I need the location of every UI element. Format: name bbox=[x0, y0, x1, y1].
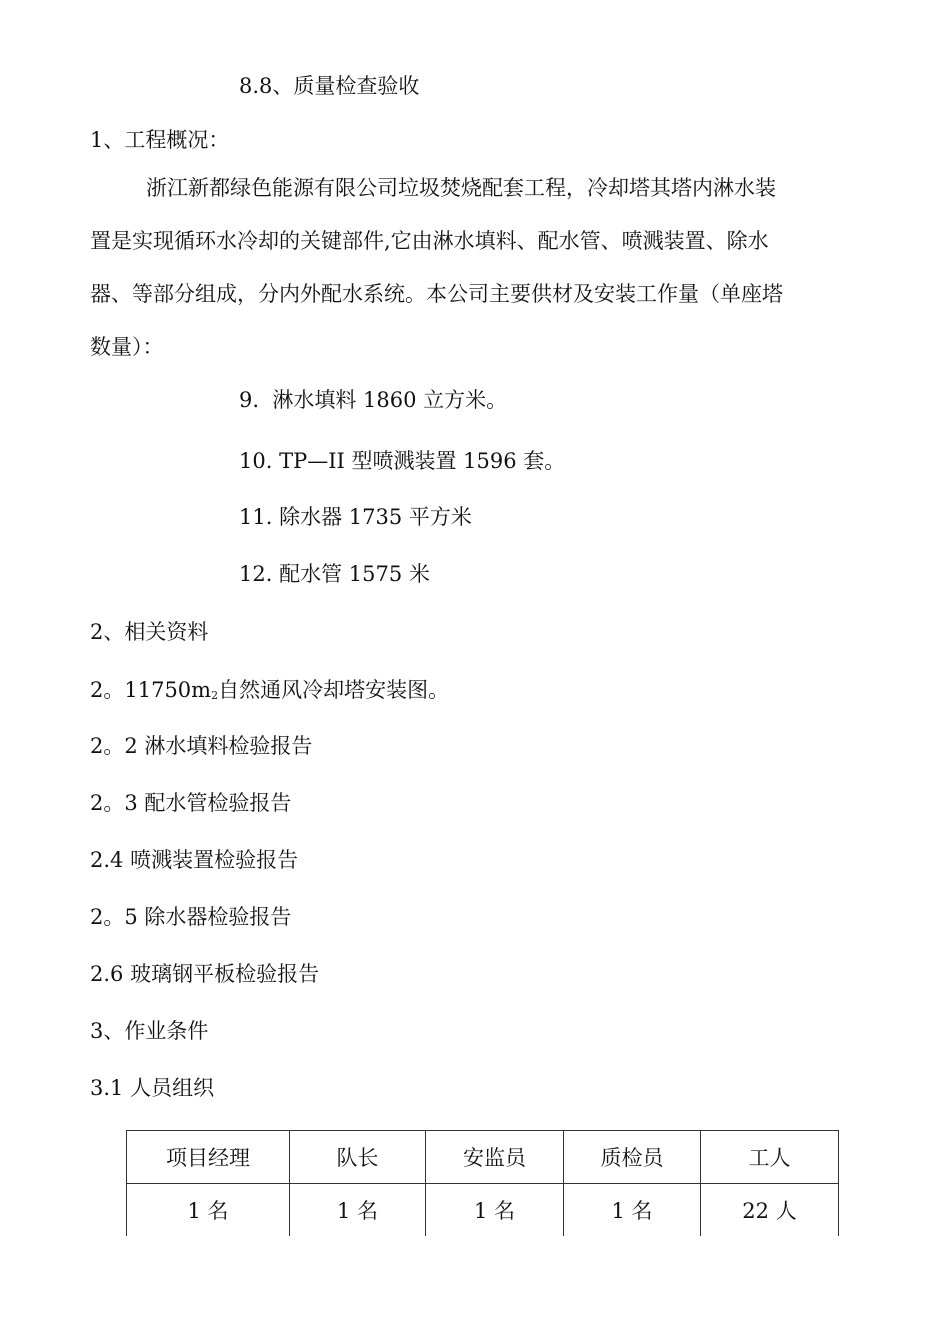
value-quality-inspector: 1 名 bbox=[564, 1184, 701, 1237]
paragraph-line-3: 器、等部分组成，分内外配水系统。本公司主要供材及安装工作量（单座塔 bbox=[90, 282, 783, 306]
table-row bbox=[127, 1184, 839, 1237]
work-item-3: 11. 除水器 1735 平方米 bbox=[239, 505, 472, 529]
work-item-2: 10. TP—II 型喷溅装置 1596 套。 bbox=[239, 449, 566, 473]
material-item-3: 2。3 配水管检验报告 bbox=[90, 791, 292, 815]
material-item-1-suffix: 自然通风冷却塔安装图。 bbox=[218, 678, 450, 702]
header-project-manager: 项目经理 bbox=[127, 1131, 290, 1184]
material-item-5: 2。5 除水器检验报告 bbox=[90, 905, 292, 929]
staff-table bbox=[126, 1130, 839, 1236]
material-item-1-prefix: 2。11750m bbox=[90, 678, 212, 702]
header-workers: 工人 bbox=[701, 1131, 839, 1184]
paragraph-line-1: 浙江新都绿色能源有限公司垃圾焚烧配套工程，冷却塔其塔内淋水装 bbox=[146, 176, 776, 200]
value-team-leader: 1 名 bbox=[290, 1184, 426, 1237]
work-item-4: 12. 配水管 1575 米 bbox=[239, 562, 430, 586]
area-unit-superscript: 2 bbox=[211, 689, 219, 702]
material-item-2: 2。2 淋水填料检验报告 bbox=[90, 734, 313, 758]
value-project-manager: 1 名 bbox=[127, 1184, 290, 1237]
table-header-row bbox=[127, 1131, 839, 1184]
header-quality-inspector: 质检员 bbox=[564, 1131, 701, 1184]
staffing-heading: 3.1 人员组织 bbox=[90, 1076, 215, 1100]
value-safety-inspector: 1 名 bbox=[426, 1184, 564, 1237]
materials-heading: 2、相关资料 bbox=[90, 620, 209, 644]
paragraph-line-2: 置是实现循环水冷却的关键部件,它由淋水填料、配水管、喷溅装置、除水 bbox=[90, 229, 769, 253]
header-safety-inspector: 安监员 bbox=[426, 1131, 564, 1184]
overview-heading: 1、工程概况： bbox=[90, 128, 230, 152]
conditions-heading: 3、作业条件 bbox=[90, 1019, 209, 1043]
section-heading: 8.8、质量检查验收 bbox=[239, 74, 420, 98]
material-item-4: 2.4 喷溅装置检验报告 bbox=[90, 848, 299, 872]
value-workers: 22 人 bbox=[701, 1184, 839, 1237]
material-item-6: 2.6 玻璃钢平板检验报告 bbox=[90, 962, 320, 986]
header-team-leader: 队长 bbox=[290, 1131, 426, 1184]
work-item-1: 9. 淋水填料 1860 立方米。 bbox=[239, 388, 508, 412]
material-item-1 bbox=[90, 676, 449, 710]
paragraph-line-4: 数量）： bbox=[90, 335, 164, 359]
